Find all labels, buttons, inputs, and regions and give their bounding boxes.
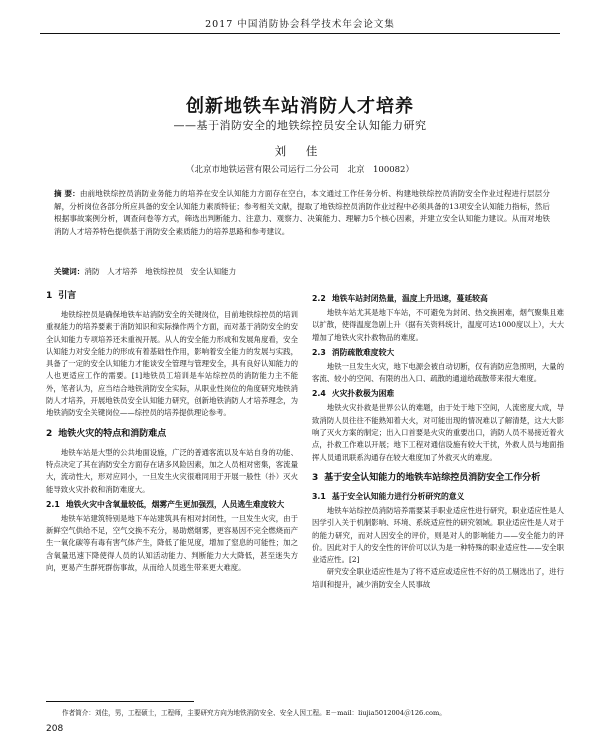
body-paragraph: 地铁车站是大型的公共地面设施，广泛的普通客流以及车站自身的功能、特点决定了其在消防安全方面存在诸多风险因素，加之人员相对密集，客流量大，流动性大，形对应同小，一旦发生火灾很难同用于开展一般性（扑）灭火能导致火灾扑救和消防难度大。 — [46, 447, 298, 494]
heading-number: 1 — [46, 291, 53, 301]
subsection-heading — [312, 347, 564, 359]
footnote: 作者简介：刘佳，男，工程硕士，工程师，主要研究方向为地铁消防安全、安全人因工程。E－mail：liujia5012004＠126.com。 — [62, 709, 446, 717]
heading-number: 2.1 — [46, 499, 60, 509]
abstract-text: 由前地铁综控员消防业务能力的培养在安全认知能力方面存在空白，本文通过工作任务分析、构建地铁综控员消防安全作业过程进行层层分解，分析岗位各部分所应具备的安全认知能力素质特征；参考相关文献，提取了地铁综控员消防作业过程中必须具备的13项安全认知能力指标，然后根据事故案例分析，调查问卷等方式，筛选出判断能力、注意力、观察力、决策能力、理解力5个核心因素，并建立安全认知能力建议。从而对地铁消防人才培养特色提供基于消防安全素质能力的培养思路和参考建议。 — [54, 189, 550, 236]
section-heading — [312, 472, 564, 485]
keywords-text: 消防 人才培养 地铁综控员 安全认知能力 — [84, 267, 237, 276]
heading-text: 地铁车站封闭热量，温度上升迅速，蔓延较高 — [331, 294, 488, 303]
subsection-heading — [312, 491, 564, 503]
heading-text: 引言 — [58, 291, 77, 301]
heading-number: 2.3 — [312, 347, 326, 357]
subsection-heading — [46, 499, 298, 511]
body-paragraph: 地铁车站综控员消防培养需要某手职业适应性进行研究，职业适应性是人因学引入关于机制影响、环境、系统适应性的研究领域。职业适应性是人对于的能力研究，而对人因安全的评价，则是对人的影响能力——安全能力的评价。因此对于人的安全性的评价可以认为是一种特殊的职业适应性——安全职业适应性。[2] — [312, 505, 564, 565]
paper-subtitle: ——基于消防安全的地铁综控员安全认知能力研究 — [173, 119, 427, 132]
keywords — [54, 266, 550, 279]
running-header: 2017 中国消防协会科学技术年会论文集 — [205, 19, 395, 30]
heading-text: 基于安全认知能力的地铁车站综控员消防安全工作分析 — [324, 472, 541, 483]
abstract — [54, 188, 550, 238]
body-paragraph: 研究安全职业适应性是为了将不适应或适应性不好的员工剔选出了，进行培训和提升，减少消防安全人民事故 — [312, 567, 564, 589]
heading-text: 地铁火灾的特点和消防难点 — [58, 428, 167, 439]
header-rule — [40, 33, 560, 34]
paper-title: 创新地铁车站消防人才培养 — [186, 96, 414, 117]
body-paragraph: 地铁火灾扑救是世界公认的难题，由于处于地下空间，人流密度大成，导致消防人员往往不能熟知着大火，对可能出现的情况难以了解清楚，这大大影响了灭火方案的制定；出入口首要是火灾的重要出口，消防人员不易接近着火点，扑救工作难以开展；地下工程对通信设施有较大干扰，外救人员与地面指挥人员通讯联系沟通存在较大难度加了外救灭火的难度。 — [312, 403, 564, 462]
subsection-heading — [312, 388, 564, 400]
author-affiliation: （北京市地铁运营有限公司运行二分公司 北京 100082） — [186, 165, 414, 175]
page-number: 208 — [46, 724, 64, 734]
heading-number: 3 — [312, 472, 319, 483]
footnote-rule — [46, 701, 194, 702]
subsection-heading — [312, 293, 564, 305]
keywords-label: 关键词： — [54, 267, 85, 276]
heading-number: 2 — [46, 428, 53, 439]
heading-number: 2.2 — [312, 294, 326, 303]
heading-text: 地铁火灾中含氧量较低，烟雾产生更加强烈，人员逃生难度较大 — [65, 499, 285, 509]
body-paragraph: 地铁车站建筑特别是地下车站建筑具有相对封闭性，一旦发生火灾，由于新鲜空气供给不足，空气交换不充分，易助燃烟雾，更容易因不完全燃烧而产生一氧化碳等有毒有害气体产生，降低了能见度，增加了窒息的可能性；加之含氧量迅速下降使得人员的认知活动能力、判断能力大大降低，甚至迷失方向，更易产生群死群伤事故，从而给人员逃生带来更大难度。 — [46, 513, 298, 573]
heading-number: 2.4 — [312, 389, 326, 399]
section-heading — [46, 428, 298, 441]
section-heading — [46, 290, 298, 303]
heading-number: 3.1 — [312, 491, 326, 501]
left-column — [46, 290, 298, 574]
body-paragraph: 地铁一旦发生火灾，地下电源会被自动切断，仅有消防应急照明，大量的客流、较小的空间、有限的出入口、疏散的通道给疏散带来很大难度。 — [312, 361, 564, 384]
right-column — [312, 290, 564, 591]
heading-text: 基于安全认知能力进行分析研究的意义 — [331, 491, 465, 501]
author-name: 刘 佳 — [274, 144, 326, 158]
heading-text: 火灾扑救极为困难 — [331, 389, 395, 399]
body-paragraph: 地铁车站尤其是地下车站，不可避免为封闭、热交换困难，烟气聚集且难以扩散，使得温度急剧上升（据有关资料统计，温度可达1000度以上），大大增加了地铁火灾扑救物品的难度。 — [312, 308, 564, 342]
heading-text: 消防疏散难度较大 — [331, 347, 395, 357]
body-paragraph: 地铁综控员是确保地铁车站消防安全的关键岗位，目前地铁综控员的培训重视能力的培养要素于消防知识和实际操作两个方面，而对基于消防安全的安全认知能力专项培养还未重视开展。从人的安全能力形成和发展角度看，安全认知能力对安全能力的形成有着基础性作用，影响着安全能力的发展与实践，具备了一定的安全认知能力才能谈安全管理与管理安全，具有良好认知能力的人也更适应工作的需要。[1]地铁员工培训是车站综控员的消防能力主不能外，笔者认为，应当结合地铁消防安全实际，从职业性岗位的角度研究地铁消防人才培养，开展地铁员安全认知能力研究，创新地铁消防人才培养理念，为地铁消防安全关键岗位——综控员的培养提供理论参考。 — [46, 310, 298, 418]
abstract-label: 摘 要： — [54, 189, 80, 198]
